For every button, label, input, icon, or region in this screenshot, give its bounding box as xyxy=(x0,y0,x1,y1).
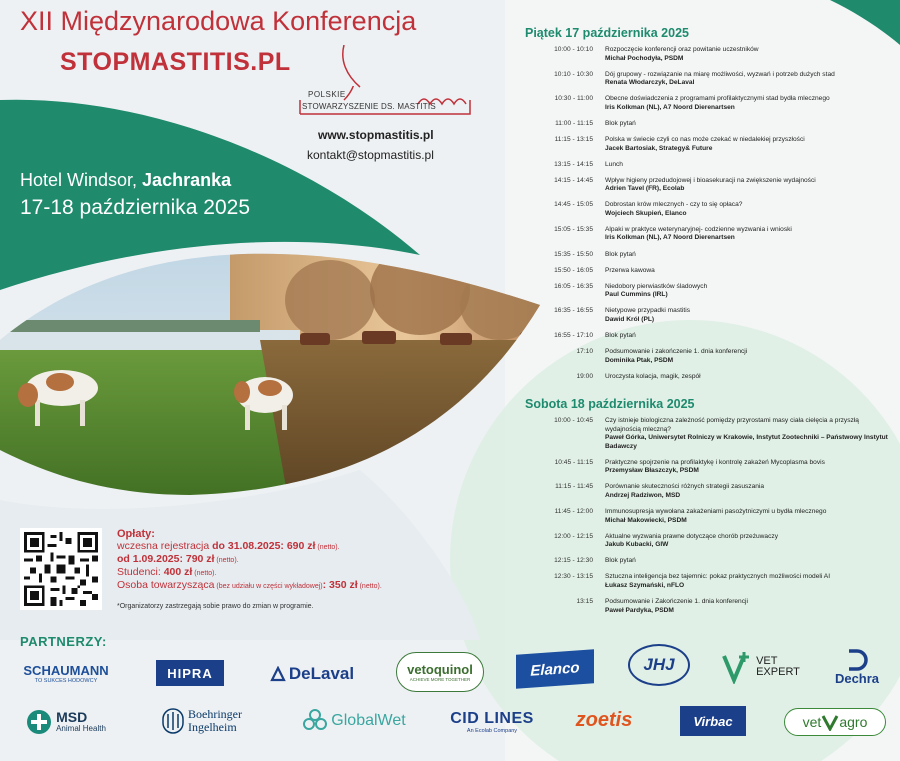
agenda-body xyxy=(605,136,895,153)
venue-town: Jachranka xyxy=(142,170,232,190)
agenda-body xyxy=(605,95,895,112)
agenda-item xyxy=(520,348,895,365)
partners-heading: PARTNERZY: xyxy=(20,634,107,649)
fee-students: Studenci: 400 zł (netto). xyxy=(117,566,217,579)
agenda-item xyxy=(520,508,895,525)
agenda-item xyxy=(520,136,895,153)
event-dates: 17-18 października 2025 xyxy=(20,196,250,219)
day1-agenda xyxy=(520,46,895,389)
agenda-speaker: Przemysław Błaszczyk, PSDM xyxy=(605,467,699,475)
agenda-title: Wpływ higieny przedudojowej i bioasekuracji na zwiększenie wydajności xyxy=(605,176,816,184)
day2-heading: Sobota 18 października 2025 xyxy=(525,397,695,411)
boehringer-icon xyxy=(162,708,184,734)
agenda-time: 15:35 - 15:50 xyxy=(554,250,593,258)
agenda-item xyxy=(520,332,895,341)
agenda-title: Lunch xyxy=(605,160,623,168)
agenda-title: Immunosupresja wywołana zakażeniami pasożytniczymi u bydła mlecznego xyxy=(605,508,827,515)
logo-msd[interactable]: MSD Animal Health xyxy=(18,704,114,740)
logo-cid-lines[interactable]: CID LINES An Ecolab Company xyxy=(450,710,534,734)
agenda-title: Nietypowe przypadki mastitis xyxy=(605,307,691,315)
agenda-item xyxy=(520,373,895,382)
agenda-item xyxy=(520,177,895,194)
globalwet-icon xyxy=(302,708,328,734)
agenda-speaker: Jakub Kubacki, GIW xyxy=(605,541,669,549)
agenda-speaker: Wojciech Skupień, Elanco xyxy=(605,209,687,217)
agenda-item xyxy=(520,417,895,451)
agenda-title: Alpaki w praktyce weterynaryjnej- codzienne wyzwania i wnioski xyxy=(605,225,792,233)
agenda-item xyxy=(520,283,895,300)
logo-zoetis[interactable]: zoetis xyxy=(575,708,633,731)
agenda-body xyxy=(605,373,895,382)
agenda-item xyxy=(520,557,895,566)
day2-agenda xyxy=(520,417,895,623)
agenda-item xyxy=(520,46,895,63)
agenda-time: 11:15 - 11:45 xyxy=(555,483,593,491)
agenda-item xyxy=(520,201,895,218)
agenda-speaker: Michał Pochodyła, PSDM xyxy=(605,54,684,62)
dechra-icon xyxy=(845,649,869,671)
agenda-item xyxy=(520,533,895,550)
agenda-item xyxy=(520,95,895,112)
agenda-speaker: Dawid Król (PL) xyxy=(605,315,655,323)
agenda-item xyxy=(520,161,895,170)
agenda-item xyxy=(520,598,895,615)
agenda-title: Niedobory pierwiastków śladowych xyxy=(605,282,708,290)
agenda-time: 12:30 - 13:15 xyxy=(554,573,593,581)
vet-expert-icon xyxy=(722,650,752,684)
agenda-item xyxy=(520,573,895,590)
agenda-body xyxy=(605,251,895,260)
agenda-title: Blok pytań xyxy=(605,557,636,565)
agenda-body xyxy=(605,533,895,550)
agenda-body xyxy=(605,120,895,129)
agenda-time: 10:45 - 11:15 xyxy=(554,458,593,466)
agenda-time: 13:15 - 14:15 xyxy=(554,160,593,168)
venue-line xyxy=(20,170,231,191)
agenda-title: Blok pytań xyxy=(605,331,636,339)
agenda-time: 10:00 - 10:45 xyxy=(554,417,593,424)
association-line1: POLSKIE xyxy=(308,90,346,99)
agenda-body xyxy=(605,201,895,218)
logo-globalwet[interactable]: GlobalWet xyxy=(292,706,416,736)
agenda-time: 12:00 - 12:15 xyxy=(554,532,593,540)
fee-late: od 1.09.2025: 790 zł (netto). xyxy=(117,553,239,566)
conference-title: XII Międzynarodowa Konferencja xyxy=(20,6,417,36)
agenda-body xyxy=(605,598,895,615)
agenda-time: 15:05 - 15:35 xyxy=(554,225,593,233)
agenda-title: Blok pytań xyxy=(605,119,636,127)
logo-delaval[interactable]: DeLaval xyxy=(262,660,362,688)
agenda-title: Obecne doświadczenia z programami profilaktycznymi stad bydła mlecznego xyxy=(605,95,830,103)
delaval-icon xyxy=(270,666,286,682)
agenda-speaker: Jacek Bartosiak, Strategy& Future xyxy=(605,144,713,152)
logo-hipra[interactable]: HIPRA xyxy=(156,660,224,686)
agenda-time: 11:00 - 11:15 xyxy=(555,119,593,127)
agenda-speaker: Paweł Pardyka, PSDM xyxy=(605,606,674,614)
agenda-item xyxy=(520,307,895,324)
agenda-body xyxy=(605,348,895,365)
agenda-time: 14:15 - 14:45 xyxy=(554,176,593,184)
fees-block xyxy=(117,528,497,593)
agenda-body xyxy=(605,557,895,566)
agenda-time: 12:15 - 12:30 xyxy=(554,557,593,565)
agenda-title: Przerwa kawowa xyxy=(605,266,655,274)
agenda-title: Blok pytań xyxy=(605,250,636,258)
agenda-title: Rozpoczęcie konferencji oraz powitanie uczestników xyxy=(605,46,759,53)
agenda-item xyxy=(520,251,895,260)
agenda-speaker: Adrien Tavel (FR), Ecolab xyxy=(605,185,685,193)
agenda-title: Sztuczna inteligencja bez tajemnic: pokaz praktycznych możliwości modeli AI xyxy=(605,573,831,581)
agenda-body xyxy=(605,332,895,341)
agenda-time: 16:35 - 16:55 xyxy=(554,307,593,315)
agenda-title: Aktualne wyzwania prawne dotyczące chorób przeżuwaczy xyxy=(605,532,778,540)
program-change-note: *Organizatorzy zastrzegają sobie prawo do zmian w programie. xyxy=(117,603,314,610)
agenda-speaker: Michał Makowiecki, PSDM xyxy=(605,516,687,524)
agenda-time: 13:15 xyxy=(576,597,593,605)
agenda-speaker: Paweł Górka, Uniwersytet Rolniczy w Krakowie, Instytut Zootechniki – Państwowy Instytut Badawczy xyxy=(605,434,888,450)
agenda-time: 17:10 xyxy=(576,347,593,355)
agenda-speaker: Andrzej Radziwon, MSD xyxy=(605,491,681,499)
fee-companion: Osoba towarzysząca (bez udziału w części wykładowej): 350 zł (netto). xyxy=(117,579,382,592)
qr-code[interactable] xyxy=(20,528,102,610)
agenda-body xyxy=(605,307,895,324)
logo-boehringer[interactable]: Boehringer Ingelheim xyxy=(152,704,252,738)
agenda-body xyxy=(605,508,895,525)
agenda-body xyxy=(605,417,895,451)
venue-hotel: Hotel Windsor, xyxy=(20,170,143,190)
agenda-time: 10:10 - 10:30 xyxy=(554,70,593,78)
agenda-time: 16:05 - 16:35 xyxy=(554,282,593,290)
association-logo xyxy=(298,86,478,116)
agenda-body xyxy=(605,459,895,476)
agenda-time: 10:00 - 10:10 xyxy=(554,46,593,53)
agenda-title: Porównanie skuteczności różnych strategii zasuszania xyxy=(605,483,765,491)
day1-heading: Piątek 17 października 2025 xyxy=(525,26,689,40)
agenda-title: Dobrostan krów mlecznych - czy to się opłaca? xyxy=(605,201,743,209)
agenda-body xyxy=(605,46,895,63)
logo-dechra[interactable]: Dechra xyxy=(826,644,888,690)
agenda-time: 19:00 xyxy=(576,372,593,380)
agenda-body xyxy=(605,573,895,590)
agenda-body xyxy=(605,283,895,300)
agenda-item xyxy=(520,483,895,500)
agenda-title: Czy istnieje biologiczna zależność pomiędzy przyrostami masy ciała cielęcia a przyszłą wydajnością mleczną? xyxy=(605,417,859,433)
agenda-item xyxy=(520,71,895,88)
agenda-speaker: Łukasz Szymański, nFLO xyxy=(605,581,685,589)
fee-early: wczesna rejestracja do 31.08.2025: 690 zł (netto). xyxy=(117,540,340,552)
logo-elanco[interactable]: Elanco xyxy=(516,649,594,688)
agenda-body xyxy=(605,161,895,170)
qr-code-icon xyxy=(24,532,98,606)
agenda-body xyxy=(605,267,895,276)
agenda-time: 11:15 - 13:15 xyxy=(554,135,593,143)
agenda-title: Podsumowanie i Zakończenie 1. dnia konferencji xyxy=(605,597,748,605)
fees-heading: Opłaty: xyxy=(117,528,155,540)
vetagro-icon xyxy=(821,713,839,731)
agenda-time: 11:45 - 12:00 xyxy=(554,508,593,515)
agenda-title: Uroczysta kolacja, magik, zespół xyxy=(605,372,701,380)
agenda-item xyxy=(520,226,895,243)
agenda-time: 14:45 - 15:05 xyxy=(554,201,593,209)
agenda-time: 10:30 - 11:00 xyxy=(554,95,593,103)
logo-vetoquinol[interactable]: vetoquinol ACHIEVE MORE TOGETHER xyxy=(396,652,484,692)
agenda-title: Dój grupowy - rozwiązanie na miarę możliwości, wyzwań i potrzeb dużych stad xyxy=(605,70,835,78)
agenda-speaker: Paul Cummins (IRL) xyxy=(605,291,668,299)
msd-icon xyxy=(26,709,52,735)
agenda-item xyxy=(520,267,895,276)
agenda-body xyxy=(605,483,895,500)
logo-schaumann[interactable]: SCHAUMANN TO SUKCES HODOWCY xyxy=(23,662,109,684)
agenda-speaker: Dominika Ptak, PSDM xyxy=(605,356,674,364)
agenda-body xyxy=(605,71,895,88)
logo-curve-icon xyxy=(340,45,380,90)
brand-name: STOPMASTITIS.PL xyxy=(60,48,291,76)
logo-virbac[interactable]: Virbac xyxy=(680,706,746,736)
agenda-item xyxy=(520,120,895,129)
website-link[interactable]: www.stopmastitis.pl xyxy=(318,128,434,142)
agenda-title: Praktyczne spojrzenie na profilaktykę i kontrolę zakażeń Mycoplasma bovis xyxy=(605,458,825,466)
agenda-title: Polska w świecie czyli co nas może czekać w niedalekiej przyszłości xyxy=(605,135,805,143)
email-link[interactable]: kontakt@stopmastitis.pl xyxy=(307,148,434,162)
agenda-speaker: Renata Włodarczyk, DeLaval xyxy=(605,79,695,87)
agenda-time: 15:50 - 16:05 xyxy=(554,266,593,274)
agenda-time: 16:55 - 17:10 xyxy=(554,331,593,339)
logo-vetagro[interactable]: vet agro xyxy=(784,708,886,736)
agenda-speaker: Iris Kolkman (NL), A7 Noord Dierenartsen xyxy=(605,234,735,242)
agenda-title: Podsumowanie i zakończenie 1. dnia konferencji xyxy=(605,347,748,355)
agenda-item xyxy=(520,459,895,476)
agenda-body xyxy=(605,177,895,194)
logo-vet-expert[interactable]: VET EXPERT xyxy=(718,646,804,688)
agenda-body xyxy=(605,226,895,243)
agenda-speaker: Iris Kolkman (NL), A7 Noord Dierenartsen xyxy=(605,103,735,111)
logo-jhj[interactable]: JHJ xyxy=(628,644,690,686)
association-line2: STOWARZYSZENIE DS. MASTITIS xyxy=(302,102,436,111)
